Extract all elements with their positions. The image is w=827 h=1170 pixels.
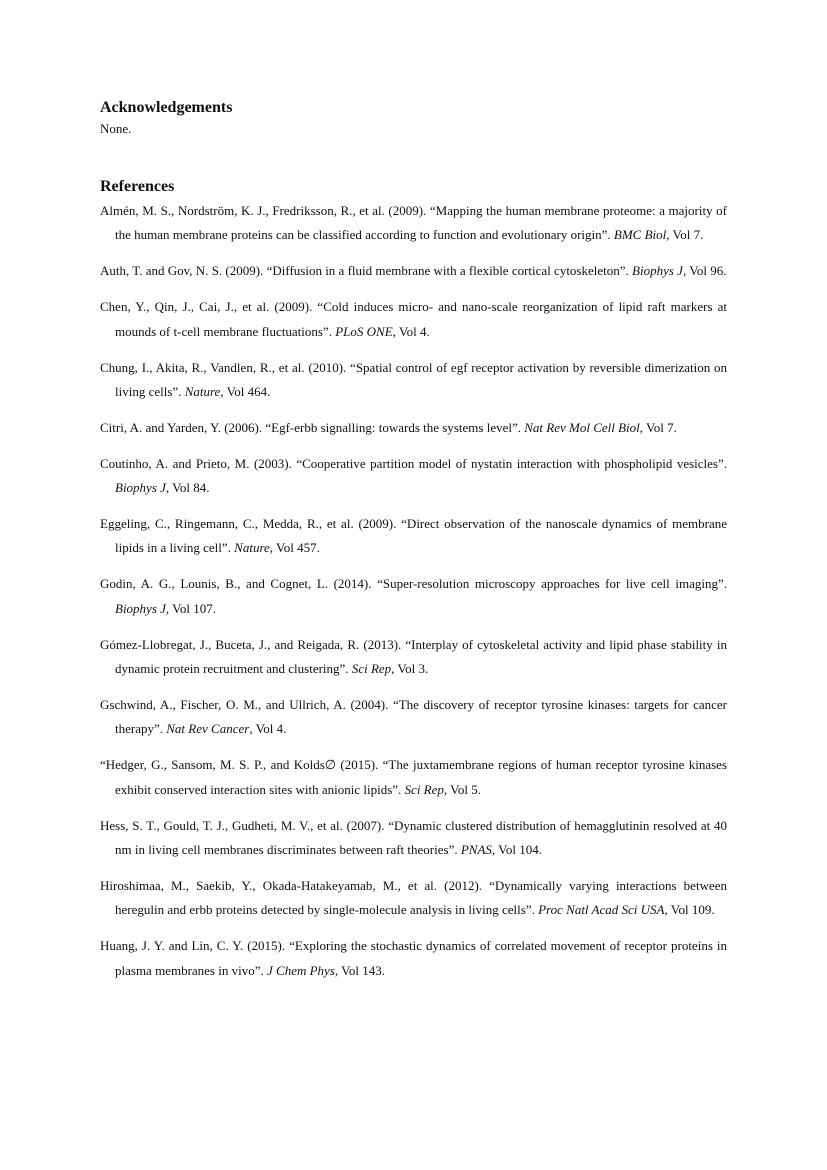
reference-volume: , Vol 104.	[491, 842, 542, 858]
reference-volume: , Vol 3.	[391, 661, 429, 677]
reference-item	[100, 356, 727, 405]
reference-volume: , Vol 107.	[165, 600, 216, 616]
reference-item	[100, 199, 727, 248]
reference-text: “Hedger, G., Sansom, M. S. P., and Kolds∅ (2015). “The juxtamembrane regions of human receptor tyrosine kinases exhibit conserved interaction sites with anionic lipids”.	[100, 757, 727, 797]
reference-text: Citri, A. and Yarden, Y. (2006). “Egf-erbb signalling: towards the systems level”.	[100, 419, 525, 435]
reference-text: Almén, M. S., Nordström, K. J., Fredriksson, R., et al. (2009). “Mapping the human membrane proteome: a majority of the human membrane proteins can be classified according to function and evolutionary origin”.	[100, 203, 727, 243]
acknowledgements-heading: Acknowledgements	[100, 99, 233, 116]
acknowledgements-body: None.	[100, 121, 132, 136]
reference-item	[100, 934, 727, 983]
reference-volume: , Vol 96.	[682, 263, 727, 279]
reference-journal: Nature	[234, 540, 270, 556]
reference-journal: PLoS ONE	[335, 323, 393, 339]
reference-text: Auth, T. and Gov, N. S. (2009). “Diffusion in a fluid membrane with a flexible cortical cytoskeleton”.	[100, 263, 633, 279]
reference-item	[100, 452, 727, 501]
reference-journal: Biophys J	[115, 600, 166, 616]
reference-volume: , Vol 84.	[165, 480, 210, 496]
reference-text: Hiroshimaa, M., Saekib, Y., Okada-Hatakeyamab, M., et al. (2012). “Dynamically varying interactions between heregulin and erbb proteins detected by single-molecule analysis in living cells”.	[100, 877, 727, 918]
reference-text: Huang, J. Y. and Lin, C. Y. (2015). “Exploring the stochastic dynamics of correlated movement of receptor proteins in plasma membranes in vivo”.	[100, 938, 727, 978]
reference-item	[100, 295, 727, 344]
reference-item	[100, 693, 727, 742]
reference-journal: Nature	[184, 383, 221, 399]
reference-item	[100, 259, 727, 283]
reference-item	[100, 572, 727, 621]
reference-journal: PNAS	[460, 842, 492, 858]
reference-volume: , Vol 7.	[666, 227, 704, 243]
reference-item	[100, 874, 727, 923]
page-content	[100, 96, 727, 995]
reference-text: Godin, A. G., Lounis, B., and Cognet, L. (2014). “Super-resolution microscopy approaches for live cell imaging”.	[100, 576, 727, 592]
reference-item	[100, 753, 727, 802]
reference-text: Chung, I., Akita, R., Vandlen, R., et al. (2010). “Spatial control of egf receptor activation by reversible dimerization on living cells”.	[100, 359, 727, 399]
reference-volume: , Vol 7.	[639, 419, 677, 435]
reference-volume: , Vol 5.	[443, 781, 481, 797]
reference-volume: , Vol 4.	[392, 323, 430, 339]
reference-text: Gschwind, A., Fischer, O. M., and Ullrich, A. (2004). “The discovery of receptor tyrosine kinases: targets for cancer therapy”.	[100, 697, 727, 737]
reference-item	[100, 633, 727, 682]
reference-journal: J Chem Phys	[267, 962, 335, 978]
reference-volume: , Vol 464.	[220, 383, 271, 399]
reference-volume: , Vol 4.	[249, 721, 287, 737]
reference-journal: Sci Rep	[404, 781, 444, 797]
reference-journal: Nat Rev Cancer	[166, 721, 250, 737]
reference-journal: Sci Rep	[351, 661, 392, 677]
reference-journal: BMC Biol	[613, 227, 667, 243]
reference-list	[100, 199, 727, 983]
reference-journal: Proc Natl Acad Sci USA	[538, 902, 665, 918]
reference-journal: Biophys J	[632, 263, 683, 279]
reference-volume: , Vol 457.	[269, 540, 320, 556]
reference-text: Coutinho, A. and Prieto, M. (2003). “Cooperative partition model of nystatin interaction with phospholipid vesicles”.	[100, 455, 727, 471]
reference-volume: , Vol 109.	[664, 902, 715, 918]
reference-text: Chen, Y., Qin, J., Cai, J., et al. (2009). “Cold induces micro- and nano-scale reorganization of lipid raft markers at mounds of t-cell membrane fluctuations”.	[100, 299, 727, 339]
references-heading: References	[100, 178, 175, 195]
reference-journal: Nat Rev Mol Cell Biol	[524, 419, 640, 435]
reference-item	[100, 416, 727, 440]
reference-text: Eggeling, C., Ringemann, C., Medda, R., et al. (2009). “Direct observation of the nanoscale dynamics of membrane lipids in a living cell”.	[100, 516, 727, 556]
reference-text: Hess, S. T., Gould, T. J., Gudheti, M. V., et al. (2007). “Dynamic clustered distribution of hemagglutinin resolved at 40 nm in living cell membranes discriminates between raft theories”.	[100, 817, 727, 858]
reference-journal: Biophys J	[115, 480, 166, 496]
reference-volume: , Vol 143.	[334, 962, 385, 978]
reference-item	[100, 512, 727, 561]
reference-text: Gómez-Llobregat, J., Buceta, J., and Reigada, R. (2013). “Interplay of cytoskeletal activity and lipid phase stability in dynamic protein recruitment and clustering”.	[100, 636, 727, 677]
reference-item	[100, 814, 727, 863]
